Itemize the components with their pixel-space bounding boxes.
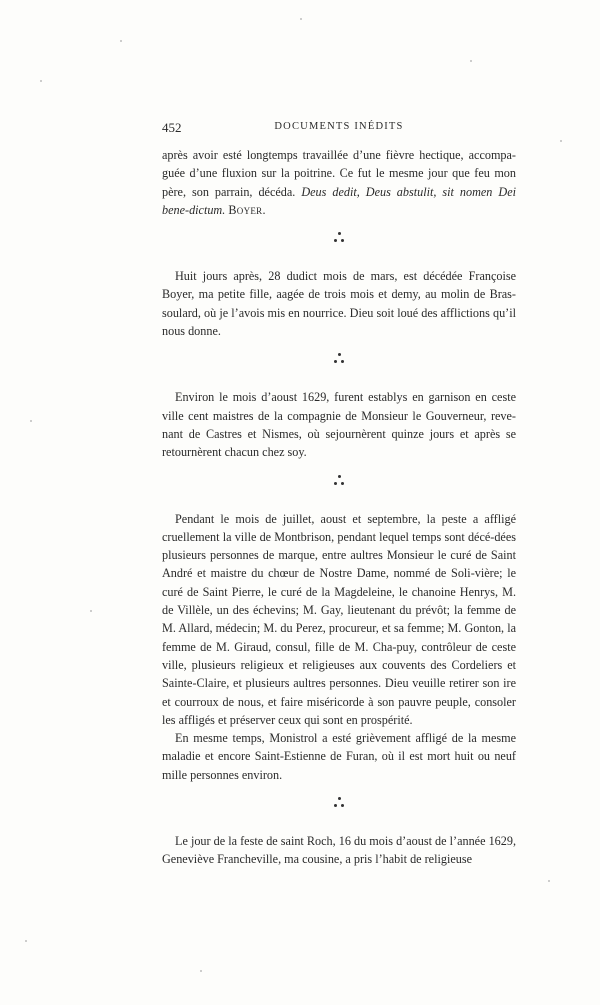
section-separator [162,468,516,498]
paragraph-1-text: après avoir esté longtemps travaillée d’une fièvre hectique, accompa-guée d’une fluxion sur la poitrine. Ce fut le mesme jour que feu mon père, son parrain, décéda. [162,148,516,199]
asterism-icon [333,796,345,808]
latin-quote: Deus dedit, Deus abstulit, sit nomen Dei bene-dictum. [162,184,516,217]
paragraph-6: Le jour de la feste de saint Roch, 16 du mois d’aoust de l’année 1629, Geneviève Francheville, ma cousine, a pris l’habit de religieuse [162,834,516,867]
paragraph-5: En mesme temps, Monistrol a esté grièvement affligé de la mesme maladie et encore Saint-Estienne de Furan, où il est mort huit ou neuf mille personnes environ. [162,731,516,782]
running-title: DOCUMENTS INÉDITS [274,121,404,132]
asterism-icon [333,474,345,486]
paragraph-2: Huit jours après, 28 dudict mois de mars, est décédée Françoise Boyer, ma petite fille, aagée de trois mois et demy, au molin de Bras-soulard, où je l’avois mis en nourrice. Dieu soit loué des afflictions qu’il nous donne. [162,269,516,339]
paragraph-4: Pendant le mois de juillet, aoust et septembre, la peste a affligé cruellement la ville de Montbrison, pendant lequel temps sont décé-dées plusieurs personnes de marque, entre aultres Monsieur le curé de Saint André et maistre du chœur de Nostre Dame, nommé de Soli-vière; le curé de Saint Pierre, le curé de la Magdeleine, le chanoine Henrys, M. de Villèle, un des échevins; M. Gay, lieutenant du prévôt; la femme de M. Allard, médecin; M. du Perez, procureur, et sa femme; M. Gonton, la femme de M. Giraud, consul, fille de M. Cha-puy, contrôleur de ceste ville, plusieurs religieux et religieuses aux couvents des Cordeliers et Sainte-Claire, et plusieurs aultres personnes. Dieu veuille retirer son ire et courroux de nous, et faire miséricorde à son pauvre peuple, consoler les affligés et préserver ceux qui sont en prospérité. [162,511,516,727]
section-separator [162,790,516,820]
page-header [162,120,516,146]
page-number: 452 [162,120,182,135]
section-separator [162,225,516,255]
asterism-icon [333,352,345,364]
paragraph-1 [162,146,516,219]
signature: Boyer. [228,202,266,217]
asterism-icon [333,231,345,243]
section-separator [162,346,516,376]
text-column [162,120,516,869]
paragraph-3: Environ le mois d’aoust 1629, furent establys en garnison en ceste ville cent maistres de la compagnie de Monsieur le Gouverneur, reve-nant de Castres et Nismes, où sejournèrent quinze jours et après se retournèrent chacun chez soy. [162,390,516,460]
